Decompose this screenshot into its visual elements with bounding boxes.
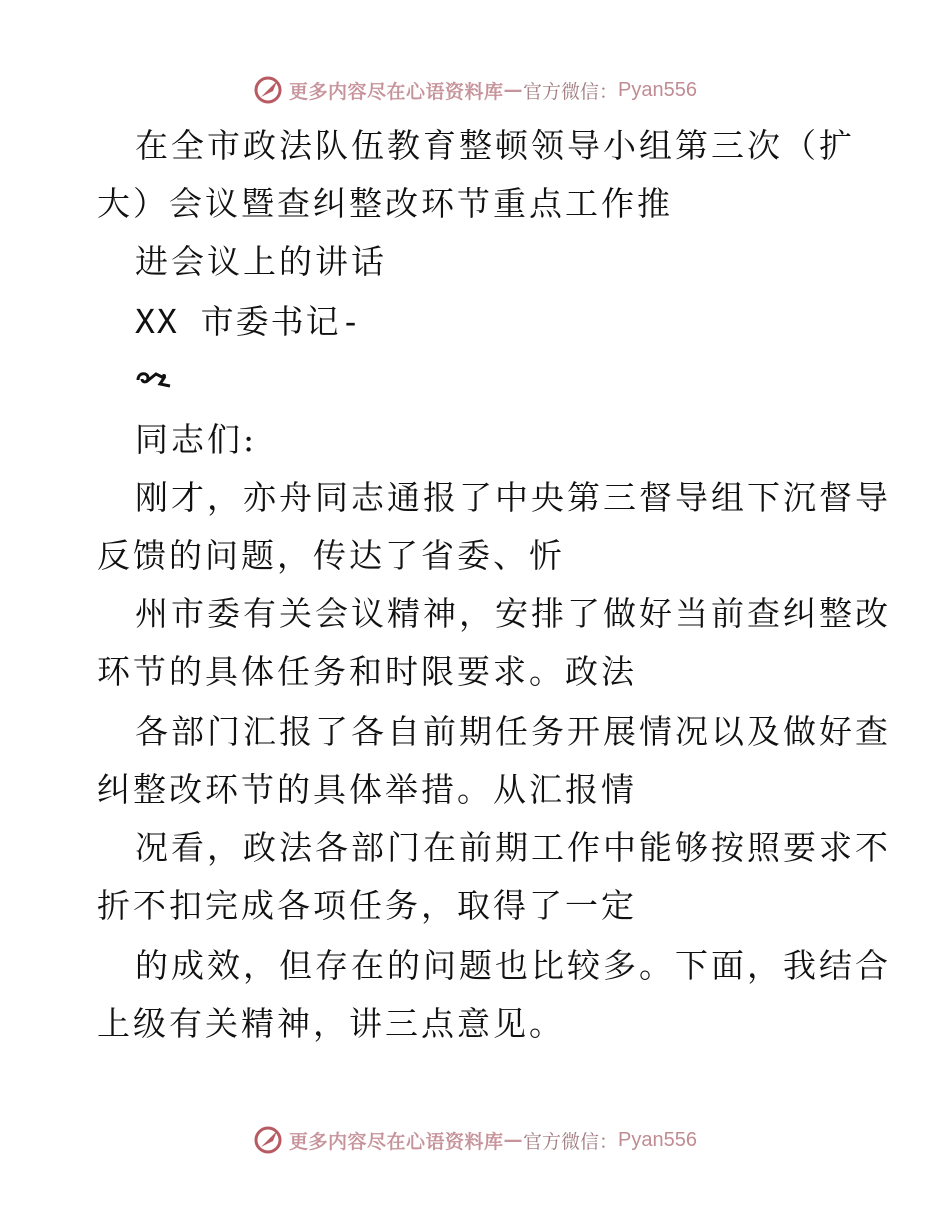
title-line-1: 在全市政法队伍教育整顿领导小组第三次（扩 [135,126,855,165]
body-line: 州市委有关会议精神，安排了做好当前查纠整改 [135,594,891,633]
body-line: 刚才，亦舟同志通报了中央第三督导组下沉督导 [135,478,891,517]
watermark-wechat-id: Pyan556 [618,1128,697,1151]
body-line: 各部门汇报了各自前期任务开展情况以及做好查 [135,712,891,751]
watermark-wechat-id: Pyan556 [618,78,697,101]
quill-logo-icon [253,1125,283,1155]
body-line: 的成效，但存在的问题也比较多。下面，我结合 [135,946,891,985]
title-line-3: 进会议上的讲话 [135,242,387,281]
watermark-text: 更多内容尽在心语资料库 [289,1130,504,1153]
body-line: 纠整改环节的具体举措。从汇报情 [97,770,637,809]
watermark-banner-bottom [0,1120,950,1160]
title-line-2: 大）会议暨查纠整改环节重点工作推 [97,184,673,223]
watermark-wechat-label: 官方微信： [523,80,619,103]
body-line: 上级有关精神，讲三点意见。 [97,1004,565,1043]
author-line: XX 市委书记- [135,302,363,341]
quill-logo-icon [253,75,283,105]
watermark-dash: — [503,1129,524,1151]
body-line: 反馈的问题，传达了省委、忻 [97,536,565,575]
body-line: 环节的具体任务和时限要求。政法 [97,652,637,691]
salutation: 同志们: [135,420,258,459]
watermark-banner-top [0,70,950,110]
body-line: 折不扣完成各项任务，取得了一定 [97,886,637,925]
watermark-text: 更多内容尽在心语资料库 [289,80,504,103]
ornament-icon [134,366,174,390]
body-line: 况看，政法各部门在前期工作中能够按照要求不 [135,828,891,867]
watermark-wechat-label: 官方微信： [523,1130,619,1153]
watermark-dash: — [503,79,524,101]
